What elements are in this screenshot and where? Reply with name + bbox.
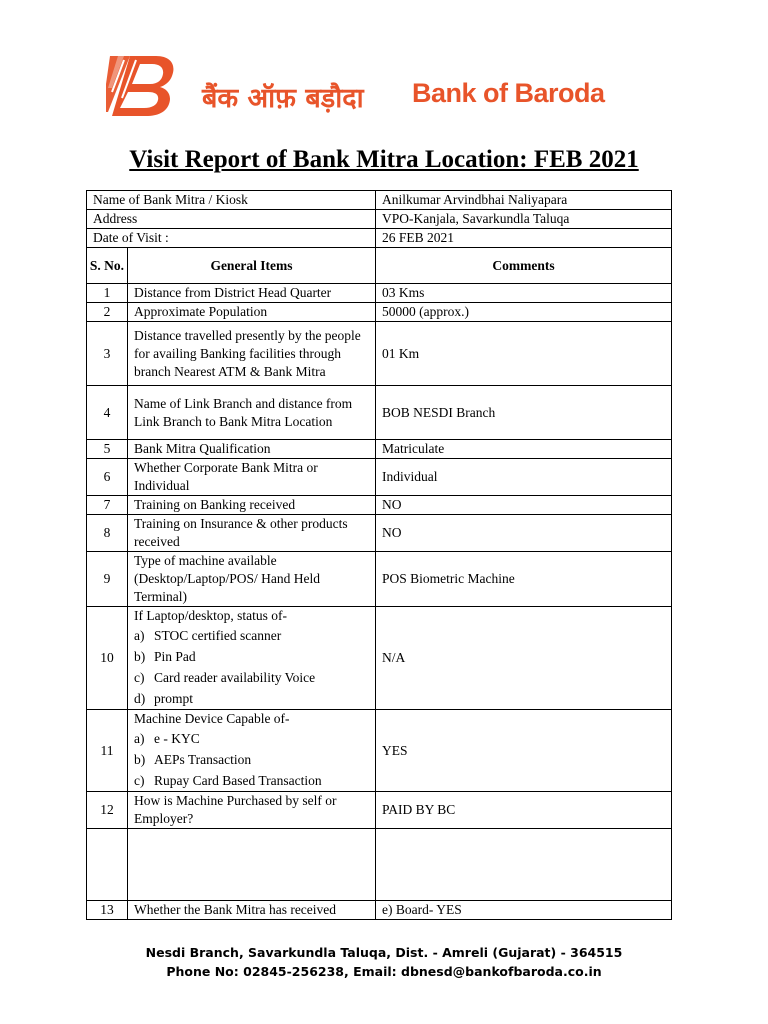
row-general-item: Whether Corporate Bank Mitra or Individual	[128, 459, 376, 496]
row-serial-number: 3	[87, 322, 128, 386]
sub-item	[134, 770, 369, 791]
table-row	[87, 607, 672, 710]
info-value: 26 FEB 2021	[376, 229, 672, 248]
sub-item-text: prompt	[154, 691, 193, 706]
row-comment: Matriculate	[376, 440, 672, 459]
sub-item-text: Card reader availability Voice	[154, 670, 316, 685]
sub-item	[134, 688, 369, 709]
row-serial-number: 4	[87, 386, 128, 440]
info-label: Address	[87, 210, 376, 229]
sub-item-marker: d)	[134, 691, 146, 706]
table-row	[87, 829, 672, 901]
sub-item	[134, 625, 369, 646]
info-label: Date of Visit :	[87, 229, 376, 248]
row-general-item: Training on Banking received	[128, 496, 376, 515]
table-row	[87, 496, 672, 515]
table-row	[87, 710, 672, 792]
row-general-item: Bank Mitra Qualification	[128, 440, 376, 459]
table-header-row	[87, 248, 672, 284]
sub-item	[134, 646, 369, 667]
column-header-comments: Comments	[376, 248, 672, 284]
table-row	[87, 322, 672, 386]
table-row	[87, 440, 672, 459]
row-serial-number: 7	[87, 496, 128, 515]
logo-hindi-text: बैंक ऑफ़ बड़ौदा	[202, 83, 364, 114]
row-serial-number: 11	[87, 710, 128, 792]
info-value: VPO-Kanjala, Savarkundla Taluqa	[376, 210, 672, 229]
row-comment: NO	[376, 515, 672, 552]
row-item-heading: If Laptop/desktop, status of-	[134, 608, 287, 623]
table-row	[87, 552, 672, 607]
sub-item-marker: c)	[134, 670, 145, 685]
sub-item-text: STOC certified scanner	[154, 628, 282, 643]
row-general-item: Distance travelled presently by the people for availing Banking facilities through branch Nearest ATM & Bank Mitra	[128, 322, 376, 386]
row-comment: BOB NESDI Branch	[376, 386, 672, 440]
row-serial-number: 6	[87, 459, 128, 496]
row-general-item	[128, 829, 376, 901]
row-serial-number	[87, 829, 128, 901]
row-serial-number: 1	[87, 284, 128, 303]
footer-contact: Phone No: 02845-256238, Email: dbnesd@bankofbaroda.co.in	[166, 964, 602, 979]
column-header-sno: S. No.	[87, 248, 128, 284]
table-row	[87, 386, 672, 440]
row-comment: YES	[376, 710, 672, 792]
row-general-item	[128, 607, 376, 710]
sub-item	[134, 749, 369, 770]
sub-item-text: e - KYC	[154, 731, 200, 746]
row-serial-number: 13	[87, 901, 128, 920]
column-header-general-items: General Items	[128, 248, 376, 284]
row-general-item: Training on Insurance & other products received	[128, 515, 376, 552]
sub-item-list	[134, 728, 369, 791]
row-serial-number: 9	[87, 552, 128, 607]
table-row	[87, 792, 672, 829]
table-row	[87, 284, 672, 303]
row-general-item: Distance from District Head Quarter	[128, 284, 376, 303]
table-row	[87, 459, 672, 496]
row-item-heading: Machine Device Capable of-	[134, 711, 290, 726]
info-label: Name of Bank Mitra / Kiosk	[87, 191, 376, 210]
sub-item-marker: a)	[134, 628, 145, 643]
sub-item-marker: b)	[134, 649, 146, 664]
row-comment: 01 Km	[376, 322, 672, 386]
visit-report-table	[86, 190, 672, 920]
table-row	[87, 901, 672, 920]
info-row	[87, 229, 672, 248]
row-serial-number: 8	[87, 515, 128, 552]
info-row	[87, 210, 672, 229]
row-comment: NO	[376, 496, 672, 515]
info-row	[87, 191, 672, 210]
bank-logo	[106, 48, 626, 128]
row-general-item: Type of machine available (Desktop/Laptop/POS/ Hand Held Terminal)	[128, 552, 376, 607]
sub-item-marker: c)	[134, 773, 145, 788]
sub-item-text: Pin Pad	[154, 649, 196, 664]
row-comment: POS Biometric Machine	[376, 552, 672, 607]
row-general-item	[128, 710, 376, 792]
info-value: Anilkumar Arvindbhai Naliyapara	[376, 191, 672, 210]
sub-item	[134, 667, 369, 688]
row-comment: N/A	[376, 607, 672, 710]
row-comment: e) Board- YES	[376, 901, 672, 920]
row-comment: Individual	[376, 459, 672, 496]
row-general-item: Whether the Bank Mitra has received	[128, 901, 376, 920]
row-general-item: How is Machine Purchased by self or Employer?	[128, 792, 376, 829]
page-title: Visit Report of Bank Mitra Location: FEB 2021	[129, 146, 639, 173]
row-general-item: Approximate Population	[128, 303, 376, 322]
sub-item-marker: a)	[134, 731, 145, 746]
row-comment	[376, 829, 672, 901]
sub-item-text: Rupay Card Based Transaction	[154, 773, 322, 788]
row-comment: 50000 (approx.)	[376, 303, 672, 322]
row-serial-number: 2	[87, 303, 128, 322]
row-comment: PAID BY BC	[376, 792, 672, 829]
row-serial-number: 10	[87, 607, 128, 710]
row-serial-number: 12	[87, 792, 128, 829]
table-row	[87, 515, 672, 552]
footer-address: Nesdi Branch, Savarkundla Taluqa, Dist. - Amreli (Gujarat) - 364515	[145, 945, 623, 960]
table-row	[87, 303, 672, 322]
sub-item-list	[134, 625, 369, 709]
logo-english-text: Bank of Baroda	[412, 78, 605, 108]
sub-item-text: AEPs Transaction	[154, 752, 252, 767]
row-general-item: Name of Link Branch and distance from Link Branch to Bank Mitra Location	[128, 386, 376, 440]
bank-of-baroda-logo-icon	[106, 48, 180, 120]
row-serial-number: 5	[87, 440, 128, 459]
sub-item	[134, 728, 369, 749]
row-comment: 03 Kms	[376, 284, 672, 303]
sub-item-marker: b)	[134, 752, 146, 767]
